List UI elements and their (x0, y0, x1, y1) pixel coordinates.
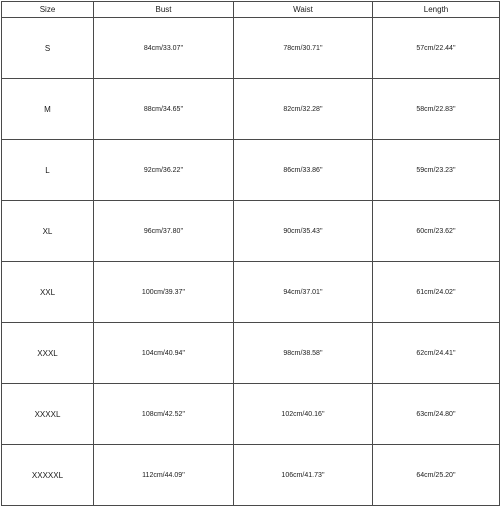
waist-cell: 86cm/33.86'' (234, 140, 373, 201)
header-size: Size (2, 2, 94, 18)
length-cell: 58cm/22.83'' (373, 79, 500, 140)
table-row (2, 140, 500, 201)
bust-cell: 84cm/33.07'' (94, 18, 234, 79)
bust-cell: 96cm/37.80'' (94, 201, 234, 262)
length-cell: 63cm/24.80'' (373, 384, 500, 445)
length-cell: 59cm/23.23'' (373, 140, 500, 201)
waist-cell: 94cm/37.01'' (234, 262, 373, 323)
size-chart-table (1, 1, 500, 506)
size-cell: XXXXL (2, 384, 94, 445)
table-row (2, 79, 500, 140)
length-cell: 61cm/24.02'' (373, 262, 500, 323)
waist-cell: 102cm/40.16'' (234, 384, 373, 445)
waist-cell: 90cm/35.43'' (234, 201, 373, 262)
size-cell: XXXL (2, 323, 94, 384)
table-row (2, 201, 500, 262)
size-cell: L (2, 140, 94, 201)
bust-cell: 92cm/36.22'' (94, 140, 234, 201)
length-cell: 64cm/25.20'' (373, 445, 500, 506)
size-cell: XXXXXL (2, 445, 94, 506)
table-row (2, 384, 500, 445)
length-cell: 62cm/24.41'' (373, 323, 500, 384)
bust-cell: 104cm/40.94'' (94, 323, 234, 384)
bust-cell: 88cm/34.65'' (94, 79, 234, 140)
table-row (2, 262, 500, 323)
length-cell: 57cm/22.44'' (373, 18, 500, 79)
table-row (2, 445, 500, 506)
size-cell: M (2, 79, 94, 140)
size-cell: XXL (2, 262, 94, 323)
bust-cell: 112cm/44.09'' (94, 445, 234, 506)
header-row (2, 2, 500, 18)
waist-cell: 106cm/41.73'' (234, 445, 373, 506)
waist-cell: 82cm/32.28'' (234, 79, 373, 140)
waist-cell: 98cm/38.58'' (234, 323, 373, 384)
header-bust: Bust (94, 2, 234, 18)
table-row (2, 323, 500, 384)
size-cell: S (2, 18, 94, 79)
length-cell: 60cm/23.62'' (373, 201, 500, 262)
waist-cell: 78cm/30.71'' (234, 18, 373, 79)
header-length: Length (373, 2, 500, 18)
bust-cell: 100cm/39.37'' (94, 262, 234, 323)
bust-cell: 108cm/42.52'' (94, 384, 234, 445)
header-waist: Waist (234, 2, 373, 18)
table-row (2, 18, 500, 79)
size-cell: XL (2, 201, 94, 262)
